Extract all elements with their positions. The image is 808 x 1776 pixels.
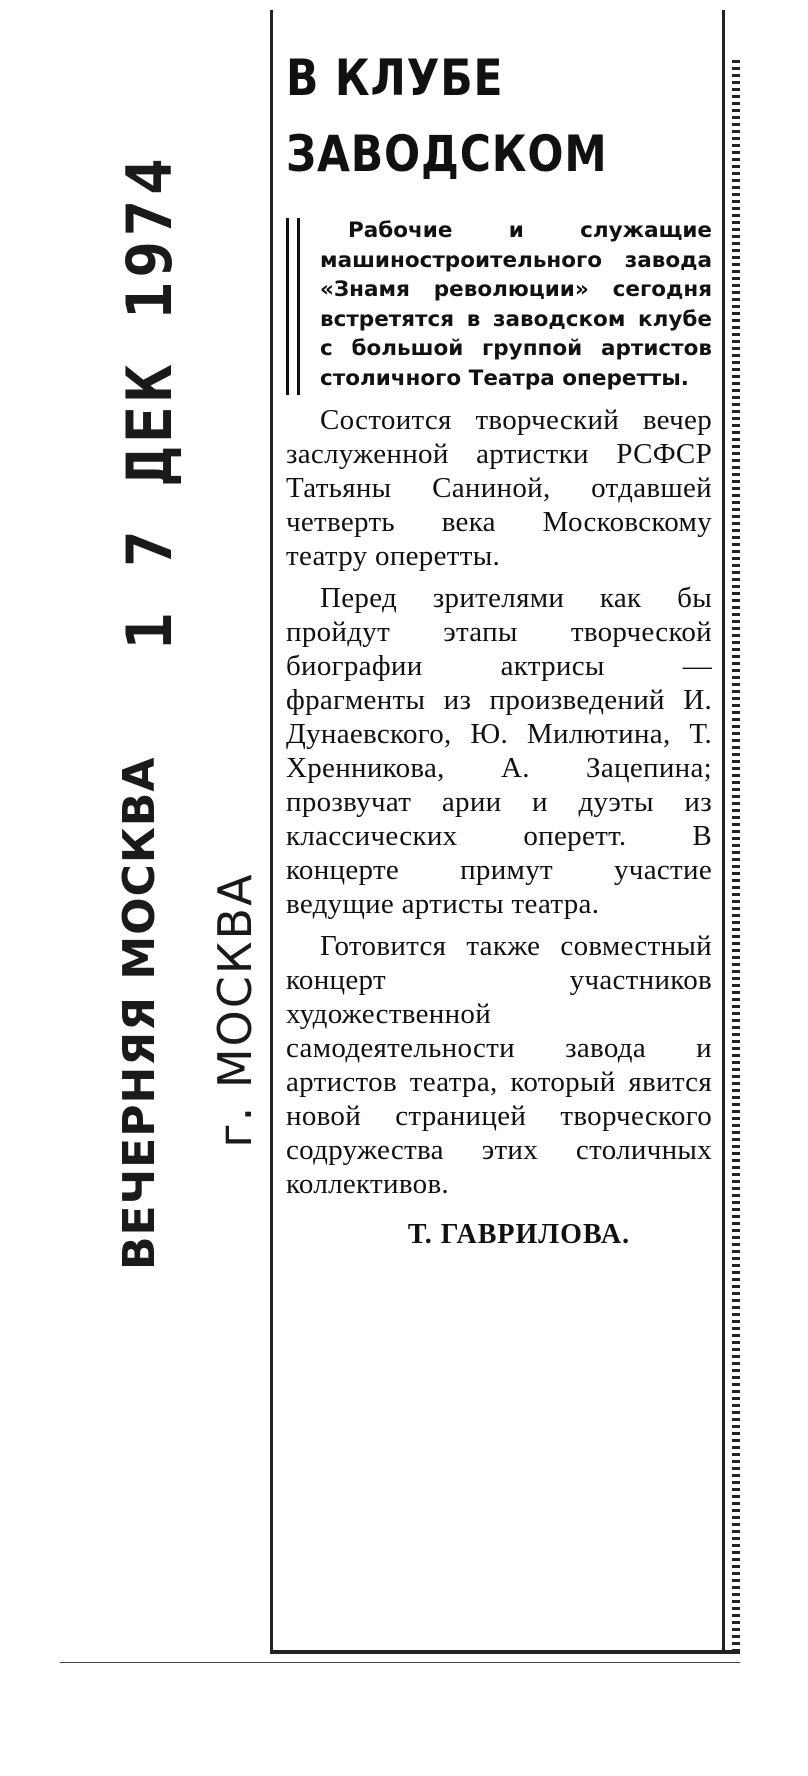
clipping-bottom-border: [270, 1650, 740, 1654]
clipping-left-border: [270, 10, 273, 1650]
article-paragraph-3: Готовится также совместный концерт участников художественной самодеятельности завода и артистов театра, который явится новой страницей творческого содружества этих столичных коллективов.: [286, 930, 712, 1200]
city-stamp: г. МОСКВА: [208, 872, 262, 1148]
article-lead: Рабочие и служащие машиностроительного завода «Знамя революции» сегодня встретятся в заводском клубе с большой группой артистов столичного Театра оперетты.: [320, 218, 712, 391]
newspaper-name-stamp: ВЕЧЕРНЯЯ МОСКВА: [114, 756, 165, 1270]
clipping-perforated-edge: [732, 60, 740, 1650]
clipping-right-border: [722, 10, 725, 1650]
article-paragraph-2: Перед зрителями как бы пройдут этапы творческой биографии актрисы — фрагменты из произведений И. Дунаевского, Ю. Милютина, Т. Хренникова, А. Зацепина; прозвучат арии и дуэты из классических оперетт. В концерте примут участие ведущие артисты театра.: [286, 582, 712, 920]
newspaper-article: [286, 40, 712, 1251]
headline-line-2: ЗАВОДСКОМ: [286, 125, 608, 183]
article-paragraph-1: Состоится творческий вечер заслуженной артистки РСФСР Татьяны Саниной, отдавшей четверть века Московскому театру оперетты.: [286, 404, 712, 572]
clipping-bottom-rule: [60, 1662, 740, 1663]
date-stamp: 1 7 ДЕК 1974: [113, 154, 186, 650]
lead-rule: [286, 218, 300, 395]
article-headline: [286, 40, 648, 192]
article-signature: Т. ГАВРИЛОВА.: [407, 1219, 631, 1250]
headline-line-1: В КЛУБЕ: [286, 49, 504, 107]
lead-block: [286, 216, 712, 393]
